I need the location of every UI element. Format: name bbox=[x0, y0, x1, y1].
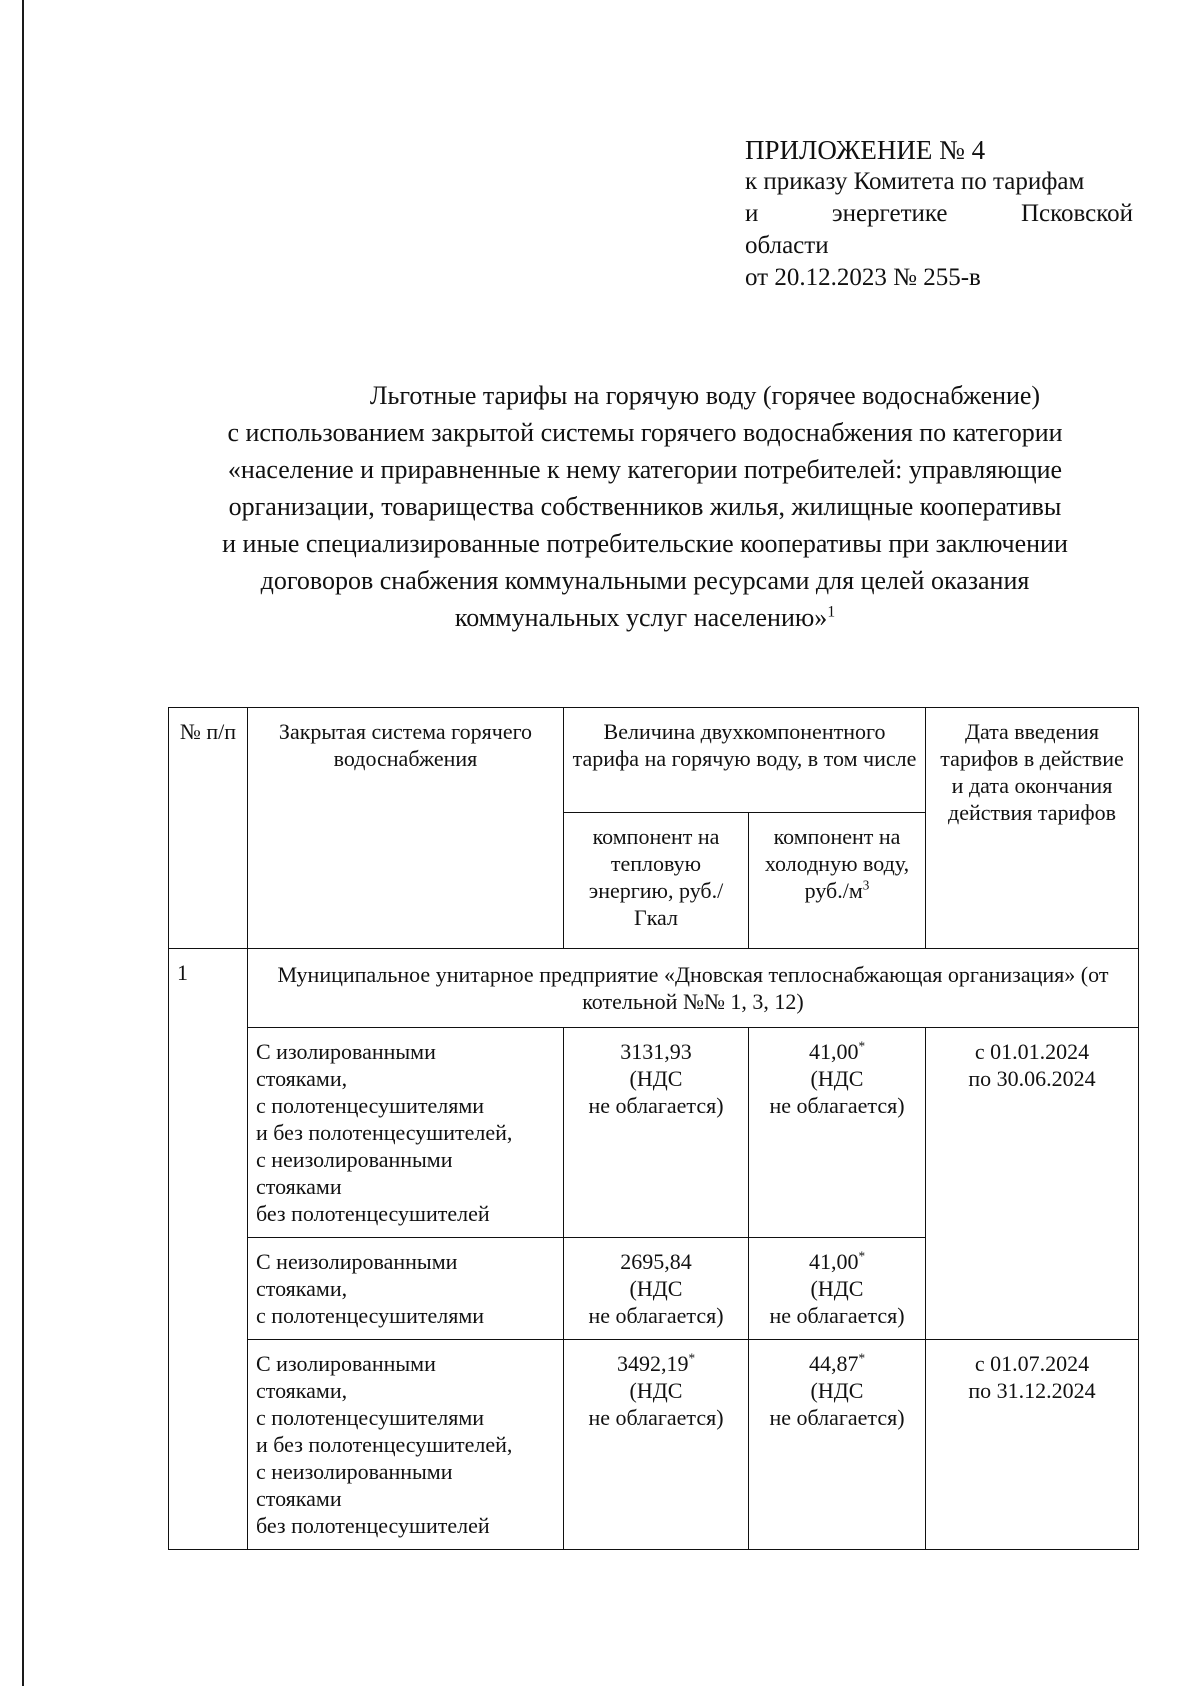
title-line-text: коммунальных услуг населению» bbox=[454, 603, 828, 632]
heat-tariff-cell bbox=[564, 1028, 749, 1238]
title-line-last bbox=[175, 599, 1115, 636]
appendix-justified-line bbox=[745, 198, 1133, 230]
heat-tariff-note: (НДС не облагается) bbox=[588, 1276, 724, 1328]
effective-period: с 01.01.2024 по 30.06.2024 bbox=[926, 1028, 1139, 1340]
system-description: С изолированными стояками, с полотенцесушителями и без полотенцесушителей, с неизолированными стояками без полотенцесушителей bbox=[248, 1340, 564, 1550]
scan-border-line bbox=[22, 0, 24, 1686]
cold-tariff-cell bbox=[749, 1340, 926, 1550]
header-date: Дата введения тарифов в действие и дата окончания действия тарифов bbox=[926, 708, 1139, 949]
header-tariff: Величина двухкомпонентного тарифа на горячую воду, в том числе bbox=[564, 708, 926, 813]
title-line: «население и приравненные к нему категории потребителей: управляющие bbox=[227, 455, 1063, 484]
heat-tariff-value: 3492,19 bbox=[616, 1351, 689, 1376]
title-line: организации, товарищества собственников жилья, жилищные кооперативы bbox=[228, 492, 1062, 521]
header-cold-sup: 3 bbox=[862, 877, 870, 893]
cold-tariff-cell bbox=[749, 1238, 926, 1340]
system-description: С неизолированными стояками, с полотенцесушителями bbox=[248, 1238, 564, 1340]
cold-tariff-mark: * bbox=[858, 1038, 866, 1054]
appendix-date-line: от 20.12.2023 № 255-в bbox=[745, 264, 981, 291]
table-header-row bbox=[169, 708, 1139, 813]
appendix-heading: ПРИЛОЖЕНИЕ № 4 bbox=[745, 135, 986, 165]
heat-tariff-mark: * bbox=[688, 1350, 696, 1366]
appendix-word: Псковской bbox=[1020, 200, 1133, 227]
cold-tariff-note: (НДС не облагается) bbox=[769, 1066, 905, 1118]
title-line: договоров снабжения коммунальными ресурсами для целей оказания bbox=[260, 566, 1030, 595]
header-num: № п/п bbox=[169, 708, 248, 949]
appendix-order-line: к приказу Комитета по тарифам bbox=[745, 168, 1085, 195]
cold-tariff-value: 41,00 bbox=[808, 1039, 859, 1064]
heat-tariff-cell bbox=[564, 1238, 749, 1340]
appendix-block bbox=[745, 134, 1133, 294]
heat-tariff-note: (НДС не облагается) bbox=[588, 1378, 724, 1430]
heat-tariff-value: 2695,84 bbox=[620, 1249, 692, 1274]
effective-period: с 01.07.2024 по 31.12.2024 bbox=[926, 1340, 1139, 1550]
org-row bbox=[169, 949, 1139, 1028]
heat-tariff-cell bbox=[564, 1340, 749, 1550]
title-line: и иные специализированные потребительские кооперативы при заключении bbox=[222, 529, 1068, 558]
cold-tariff-value: 44,87 bbox=[808, 1351, 859, 1376]
org-name: Муниципальное унитарное предприятие «Дновская теплоснабжающая организация» (от котельной №№ 1, 3, 12) bbox=[248, 949, 1139, 1028]
cold-tariff-note: (НДС не облагается) bbox=[769, 1378, 905, 1430]
title-line: с использованием закрытой системы горячего водоснабжения по категории bbox=[227, 418, 1063, 447]
tariff-table bbox=[168, 707, 1139, 1550]
system-description: С изолированными стояками, с полотенцесушителями и без полотенцесушителей, с неизолированными стояками без полотенцесушителей bbox=[248, 1028, 564, 1238]
appendix-word: энергетике bbox=[831, 200, 948, 227]
appendix-region-line: области bbox=[745, 232, 829, 259]
cold-tariff-value: 41,00 bbox=[808, 1249, 859, 1274]
table-row bbox=[169, 1028, 1139, 1238]
cold-tariff-cell bbox=[749, 1028, 926, 1238]
appendix-word: и bbox=[745, 200, 759, 227]
header-cold-text: компонент на холодную воду, руб./м bbox=[764, 824, 910, 903]
heat-tariff-note: (НДС не облагается) bbox=[588, 1066, 724, 1118]
table-row bbox=[169, 1340, 1139, 1550]
footnote-mark: 1 bbox=[827, 603, 836, 621]
cold-tariff-mark: * bbox=[858, 1248, 866, 1264]
header-system: Закрытая система горячего водоснабжения bbox=[248, 708, 564, 949]
header-heat-component: компонент на тепловую энергию, руб./Гкал bbox=[564, 813, 749, 949]
header-cold-component bbox=[749, 813, 926, 949]
heat-tariff-value: 3131,93 bbox=[620, 1039, 692, 1064]
document-title bbox=[175, 377, 1115, 636]
title-line: Льготные тарифы на горячую воду (горячее водоснабжение) bbox=[369, 381, 1041, 410]
cold-tariff-mark: * bbox=[858, 1350, 866, 1366]
cold-tariff-note: (НДС не облагается) bbox=[769, 1276, 905, 1328]
org-number: 1 bbox=[169, 949, 248, 1550]
